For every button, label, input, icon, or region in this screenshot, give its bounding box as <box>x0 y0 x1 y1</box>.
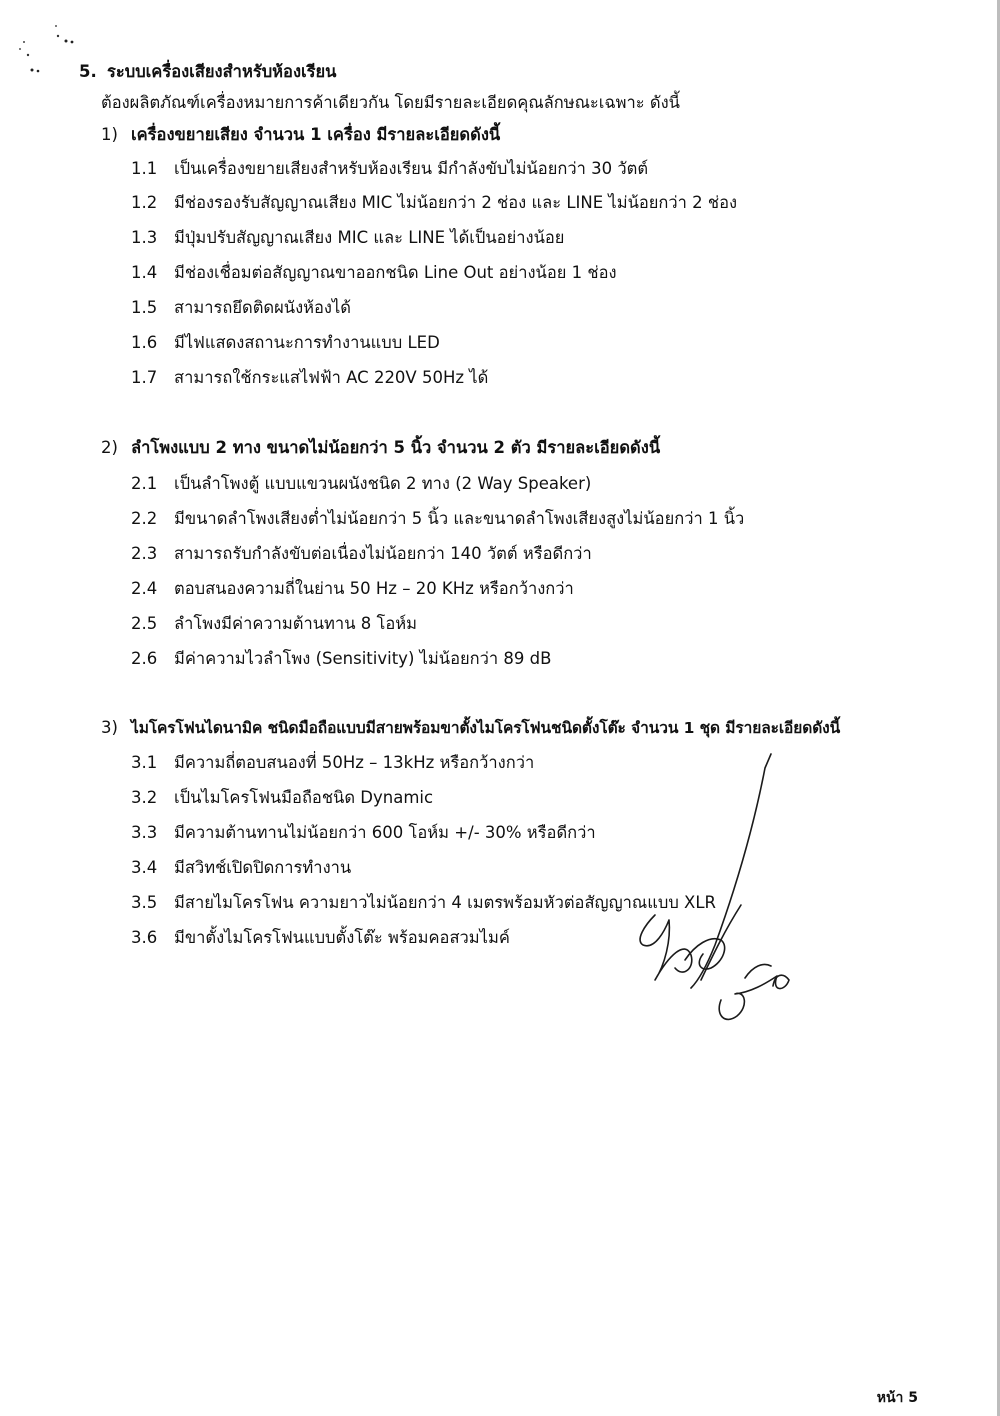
item-text: สามารถยึดติดผนังห้องได้ <box>174 298 352 317</box>
group-3-title: ไมโครโฟนไดนามิค ชนิดมือถือแบบมีสายพร้อมขาตั้งไมโครโฟนชนิดตั้งโต๊ะ จำนวน 1 ชุด มีรายละเอียดดังนี้ <box>131 719 841 737</box>
group-1-title: เครื่องขยายเสียง จำนวน 1 เครื่อง มีรายละเอียดดังนี้ <box>131 125 501 144</box>
item-text: มีสายไมโครโฟน ความยาวไม่น้อยกว่า 4 เมตรพร้อมหัวต่อสัญญาณแบบ XLR <box>174 893 717 912</box>
item-number: 2.5 <box>131 614 158 633</box>
item-text: มีช่องรองรับสัญญาณเสียง MIC ไม่น้อยกว่า 2 ช่อง และ LINE ไม่น้อยกว่า 2 ช่อง <box>174 193 738 212</box>
scan-specks <box>14 22 84 82</box>
item-text: มีสวิทช์เปิดปิดการทำงาน <box>174 858 352 877</box>
section-intro: ต้องผลิตภัณฑ์เครื่องหมายการค้าเดียวกัน โดยมีรายละเอียดคุณลักษณะเฉพาะ ดังนี้ <box>101 93 680 112</box>
item-number: 2.2 <box>131 509 158 528</box>
item-text: ลำโพงมีค่าความต้านทาน 8 โอห์ม <box>174 614 417 633</box>
item-number: 1.3 <box>131 228 158 247</box>
item-number: 3.6 <box>131 928 158 947</box>
section-number: 5. <box>79 62 97 81</box>
item-text: มีขาตั้งไมโครโฟนแบบตั้งโต๊ะ พร้อมคอสวมไมค์ <box>174 928 510 947</box>
group-1-number: 1) <box>101 125 118 144</box>
item-number: 3.2 <box>131 788 158 807</box>
item-text: เป็นเครื่องขยายเสียงสำหรับห้องเรียน มีกำลังขับไม่น้อยกว่า 30 วัตต์ <box>174 159 649 178</box>
handwritten-signature <box>625 740 815 1040</box>
item-text: มีปุ่มปรับสัญญาณเสียง MIC และ LINE ได้เป็นอย่างน้อย <box>174 228 565 247</box>
item-number: 3.3 <box>131 823 158 842</box>
item-text: มีความถี่ตอบสนองที่ 50Hz – 13kHz หรือกว้างกว่า <box>174 753 535 772</box>
item-number: 2.3 <box>131 544 158 563</box>
item-number: 2.6 <box>131 649 158 668</box>
item-text: มีช่องเชื่อมต่อสัญญาณขาออกชนิด Line Out อย่างน้อย 1 ช่อง <box>174 263 617 282</box>
item-number: 1.2 <box>131 193 158 212</box>
item-number: 1.4 <box>131 263 158 282</box>
item-number: 1.7 <box>131 368 158 387</box>
item-number: 3.5 <box>131 893 158 912</box>
item-text: สามารถใช้กระแสไฟฟ้า AC 220V 50Hz ได้ <box>174 368 489 387</box>
item-number: 3.1 <box>131 753 158 772</box>
item-number: 1.5 <box>131 298 158 317</box>
section-title: ระบบเครื่องเสียงสำหรับห้องเรียน <box>107 62 337 81</box>
group-2-title: ลำโพงแบบ 2 ทาง ขนาดไม่น้อยกว่า 5 นิ้ว จำนวน 2 ตัว มีรายละเอียดดังนี้ <box>131 438 661 457</box>
item-text: สามารถรับกำลังขับต่อเนื่องไม่น้อยกว่า 140 วัตต์ หรือดีกว่า <box>174 544 592 563</box>
group-3-number: 3) <box>101 718 118 737</box>
item-text: เป็นไมโครโฟนมือถือชนิด Dynamic <box>174 788 434 807</box>
item-text: มีความต้านทานไม่น้อยกว่า 600 โอห์ม +/- 30% หรือดีกว่า <box>174 823 596 842</box>
page-number: หน้า 5 <box>876 1390 918 1406</box>
item-number: 1.6 <box>131 333 158 352</box>
item-number: 3.4 <box>131 858 158 877</box>
item-text: เป็นลำโพงตู้ แบบแขวนผนังชนิด 2 ทาง (2 Way Speaker) <box>174 474 592 493</box>
item-text: มีค่าความไวลำโพง (Sensitivity) ไม่น้อยกว่า 89 dB <box>174 649 552 668</box>
item-text: มีไฟแสดงสถานะการทำงานแบบ LED <box>174 333 440 352</box>
item-number: 1.1 <box>131 159 158 178</box>
item-number: 2.1 <box>131 474 158 493</box>
item-number: 2.4 <box>131 579 158 598</box>
item-text: ตอบสนองความถี่ในย่าน 50 Hz – 20 KHz หรือกว้างกว่า <box>174 579 574 598</box>
item-text: มีขนาดลำโพงเสียงต่ำไม่น้อยกว่า 5 นิ้ว และขนาดลำโพงเสียงสูงไม่น้อยกว่า 1 นิ้ว <box>174 509 745 528</box>
group-2-number: 2) <box>101 438 118 457</box>
